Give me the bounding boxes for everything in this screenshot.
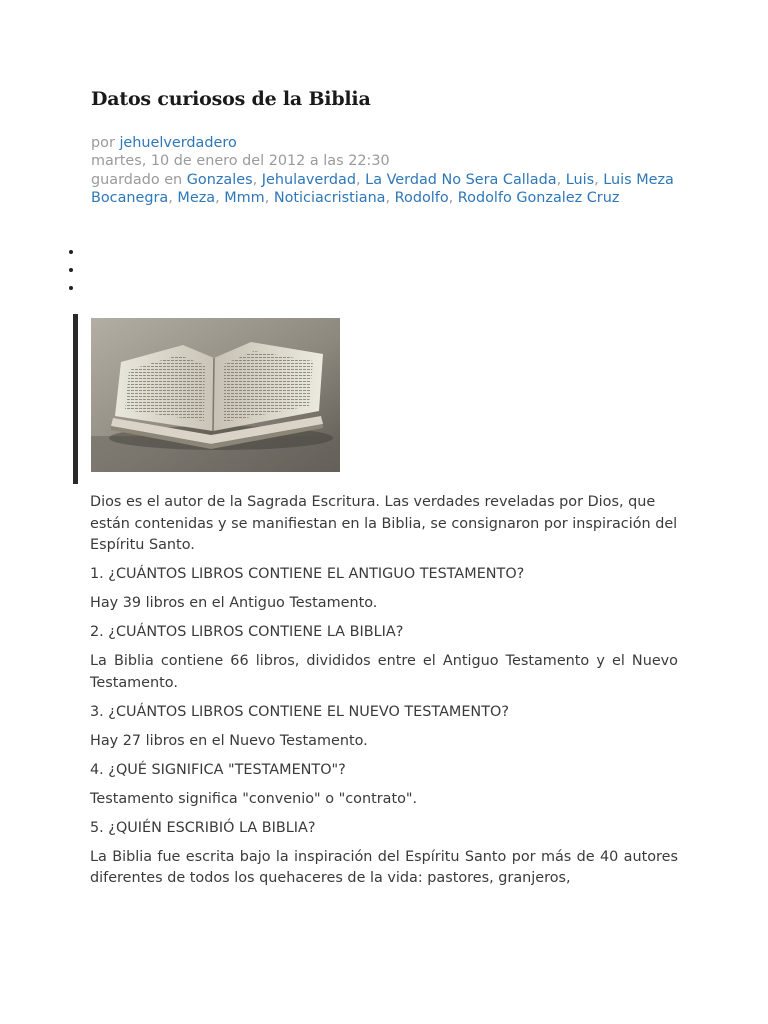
answer-3: Hay 27 libros en el Nuevo Testamento. bbox=[90, 732, 368, 749]
saved-label: guardado en bbox=[91, 171, 183, 188]
tag-link[interactable]: Jehulaverdad bbox=[261, 171, 357, 188]
tags-line: guardado en Gonzales, Jehulaverdad, La Verdad No Sera Callada, Luis, Luis Meza Bocanegra, Meza, Mmm, Noticiacristiana, Rodolfo, Rodolfo Gonzalez Cruz bbox=[91, 171, 674, 206]
tag-link[interactable]: Meza bbox=[177, 189, 216, 206]
question-2: 2. ¿CUÁNTOS LIBROS CONTIENE LA BIBLIA? bbox=[90, 624, 404, 640]
by-label: por bbox=[91, 135, 115, 151]
question-1: 1. ¿CUÁNTOS LIBROS CONTIENE EL ANTIGUO TESTAMENTO? bbox=[90, 566, 525, 582]
tag-link[interactable]: Rodolfo Gonzalez Cruz bbox=[457, 189, 620, 206]
open-bible-icon bbox=[91, 318, 340, 472]
question-4: 4. ¿QUÉ SIGNIFICA "TESTAMENTO"? bbox=[90, 761, 346, 778]
article-body bbox=[90, 492, 678, 897]
answer-2: La Biblia contiene 66 libros, divididos entre el Antiguo Testamento y el Nuevo Testamento. bbox=[90, 653, 678, 691]
bullet-dot bbox=[69, 268, 73, 272]
answer-5: La Biblia fue escrita bajo la inspiración del Espíritu Santo por más de 40 autores diferentes de todos los quehaceres de la vida: pastores, granjeros, bbox=[90, 848, 678, 886]
tag-link[interactable]: Gonzales bbox=[186, 171, 253, 188]
tag-link[interactable]: Mmm bbox=[224, 189, 265, 206]
question-5: 5. ¿QUIÉN ESCRIBIÓ LA BIBLIA? bbox=[90, 819, 316, 836]
author-line bbox=[91, 134, 681, 152]
bullet-dot bbox=[69, 286, 73, 290]
article-meta bbox=[91, 134, 681, 207]
tag-link[interactable]: Luis bbox=[565, 171, 595, 188]
tag-link[interactable]: Rodolfo bbox=[394, 189, 449, 206]
tag-link[interactable]: Noticiacristiana bbox=[273, 189, 386, 206]
answer-1: Hay 39 libros en el Antiguo Testamento. bbox=[90, 595, 378, 611]
author-link[interactable]: jehuelverdadero bbox=[119, 135, 237, 151]
tag-link[interactable]: La Verdad No Sera Callada bbox=[365, 171, 557, 188]
bible-photo bbox=[91, 318, 340, 472]
post-date: martes, 10 de enero del 2012 a las 22:30 bbox=[91, 153, 390, 170]
article-title: Datos curiosos de la Biblia bbox=[91, 88, 371, 110]
answer-4: Testamento significa "convenio" o "contrato". bbox=[90, 790, 418, 807]
blockquote-bar bbox=[73, 314, 78, 484]
intro-paragraph: Dios es el autor de la Sagrada Escritura. Las verdades reveladas por Dios, que están contenidas y se manifiestan en la Biblia, se consignaron por inspiración del Espíritu Santo. bbox=[90, 494, 678, 553]
question-3: 3. ¿CUÁNTOS LIBROS CONTIENE EL NUEVO TESTAMENTO? bbox=[90, 703, 509, 720]
tag-link[interactable]: Luis Meza Bocanegra bbox=[91, 171, 674, 206]
bullet-dot bbox=[69, 250, 73, 254]
